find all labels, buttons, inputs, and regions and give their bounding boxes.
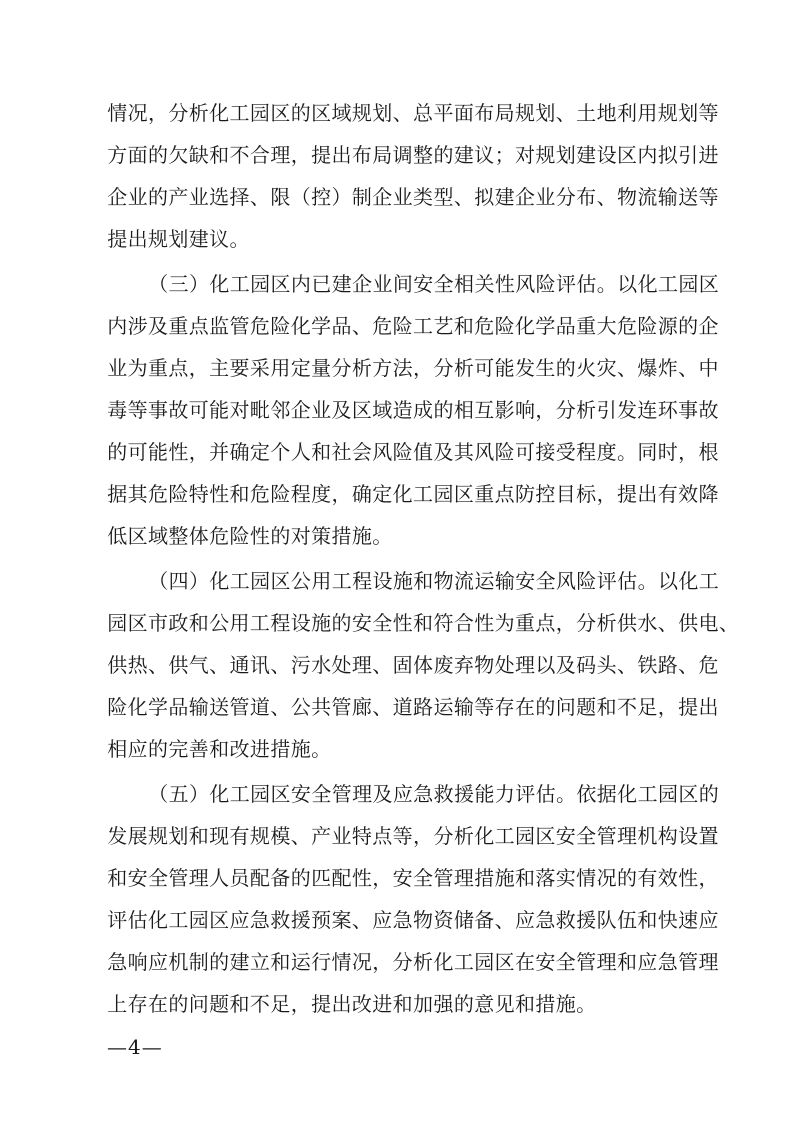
text-line: 毒等事故可能对毗邻企业及区域造成的相互影响，分析引发连环事故	[107, 398, 719, 422]
text-line: 园区市政和公用工程设施的安全性和符合性为重点，分析供水、供电、	[107, 611, 739, 635]
text-line: 评估化工园区应急救援预案、应急物资储备、应急救援队伍和快速应	[107, 908, 719, 932]
text-line: 险化学品输送管道、公共管廊、道路运输等存在的问题和不足，提出	[107, 695, 719, 719]
text-line: 企业的产业选择、限（控）制企业类型、拟建企业分布、物流输送等	[107, 185, 719, 209]
text-line: （四）化工园区公用工程设施和物流运输安全风险评估。以化工	[148, 569, 719, 593]
paragraph	[107, 560, 739, 770]
text-line: 方面的欠缺和不合理，提出布局调整的建议；对规划建设区内拟引进	[107, 143, 719, 167]
text-line: （五）化工园区安全管理及应急救援能力评估。依据化工园区的	[148, 782, 719, 806]
text-line: 低区域整体危险性的对策措施。	[107, 524, 393, 548]
page-number: —4—	[107, 1035, 163, 1059]
text-line: 供热、供气、通讯、污水处理、固体废弃物处理以及码头、铁路、危	[107, 653, 719, 677]
text-line: 的可能性，并确定个人和社会风险值及其风险可接受程度。同时，根	[107, 440, 719, 464]
paragraph	[107, 263, 721, 557]
document-body	[107, 92, 739, 1028]
text-line: 和安全管理人员配备的匹配性，安全管理措施和落实情况的有效性，	[107, 866, 719, 890]
text-line: 上存在的问题和不足，提出改进和加强的意见和措施。	[107, 992, 597, 1016]
text-line: 提出规划建议。	[107, 227, 250, 251]
text-line: 急响应机制的建立和运行情况，分析化工园区在安全管理和应急管理	[107, 950, 719, 974]
text-line: 内涉及重点监管危险化学品、危险工艺和危险化学品重大危险源的企	[107, 314, 719, 338]
text-line: 业为重点，主要采用定量分析方法，分析可能发生的火灾、爆炸、中	[107, 356, 719, 380]
text-line: 相应的完善和改进措施。	[107, 737, 332, 761]
text-line: 情况，分析化工园区的区域规划、总平面布局规划、土地利用规划等	[107, 101, 719, 125]
text-line: 发展规划和现有规模、产业特点等，分析化工园区安全管理机构设置	[107, 824, 719, 848]
paragraph	[107, 92, 721, 260]
paragraph	[107, 773, 721, 1025]
text-line: 据其危险特性和危险程度，确定化工园区重点防控目标，提出有效降	[107, 482, 719, 506]
text-line: （三）化工园区内已建企业间安全相关性风险评估。以化工园区	[148, 272, 719, 296]
